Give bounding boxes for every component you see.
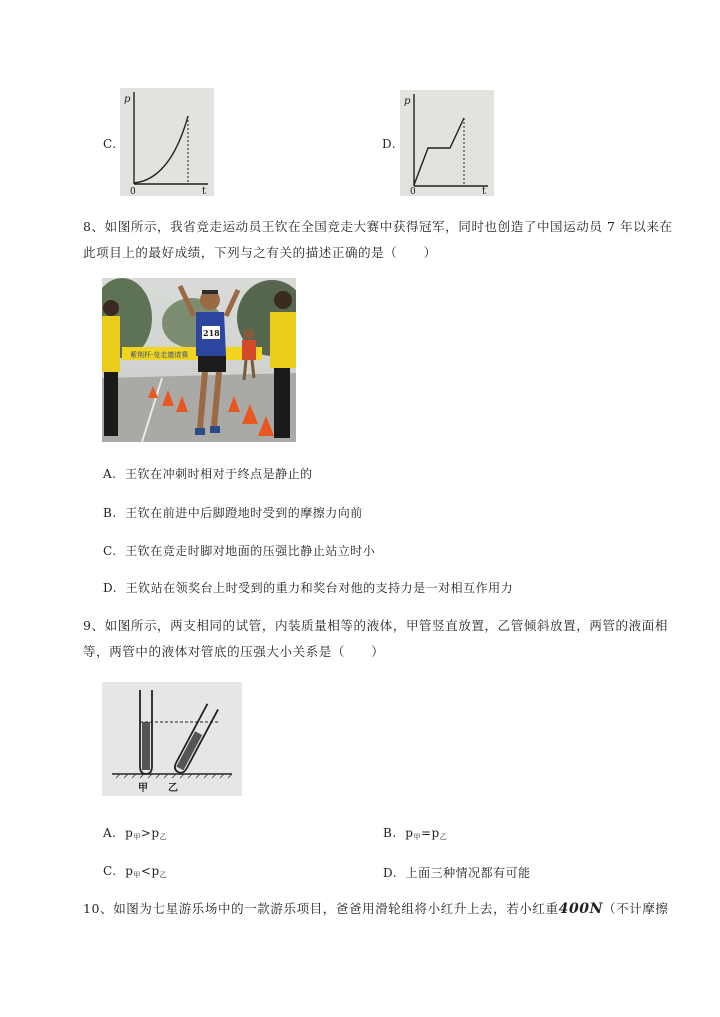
q8-option-a[interactable]: A. 王钦在冲刺时相对于终点是静止的 [103, 467, 313, 481]
tube-a-label: 甲 [138, 783, 148, 794]
q9-option-d[interactable]: D. 上面三种情况都有可能 [383, 866, 531, 880]
q10-weight: 400N [558, 901, 604, 917]
graph-d-origin: 0 [410, 187, 416, 196]
athlete-bib: 218 [203, 328, 220, 338]
q8-race-photo [102, 278, 296, 442]
option-d-label: D. [382, 137, 397, 151]
q9-test-tubes-figure [102, 682, 242, 796]
tube-b-label: 乙 [168, 783, 178, 794]
q9-stem-line1: 9、如图所示，两支相同的试管，内装质量相等的液体，甲管竖直放置，乙管倾斜放置，两管的液面相 [83, 618, 668, 633]
option-c-label: C. [103, 137, 117, 151]
q9-option-a[interactable]: A. $p_甲>p_乙$ [103, 826, 168, 841]
graph-d-figure [400, 90, 494, 196]
graph-c-xlabel: t [202, 186, 207, 196]
graph-c-origin: 0 [130, 187, 136, 196]
graph-d-ylabel: p [404, 96, 411, 107]
q8-stem-line2: 此项目上的最好成绩，下列与之有关的描述正确的是（ ） [83, 245, 437, 260]
q8-option-c[interactable]: C. 王钦在竞走时脚对地面的压强比静止站立时小 [103, 544, 376, 558]
q8-stem-line1: 8、如图所示，我省竞走运动员王钦在全国竞走大赛中获得冠军，同时也创造了中国运动员 7 年以来在 [83, 219, 673, 234]
q9-option-b[interactable]: B. $p_甲=p_乙$ [383, 826, 448, 841]
q9-stem-line2: 等，两管中的液体对管底的压强大小关系是（ ） [83, 644, 385, 659]
graph-c-ylabel: p [124, 94, 131, 105]
q8-option-b[interactable]: B. 王钦在前进中后脚蹬地时受到的摩擦力向前 [103, 506, 363, 520]
finish-banner-text: 紫荆杯·竞走邀请赛 [130, 351, 189, 359]
graph-d-xlabel: t [482, 186, 487, 196]
q10-stem-line1: 10、如图为七星游乐场中的一款游乐项目，爸爸用滑轮组将小红升上去，若小红重400N（不计摩擦 [83, 901, 669, 917]
graph-c-figure [120, 88, 214, 196]
q8-option-d[interactable]: D. 王钦站在领奖台上时受到的重力和奖台对他的支持力是一对相互作用力 [103, 581, 514, 595]
q9-option-c[interactable]: C. $p_甲<p_乙$ [103, 864, 168, 879]
